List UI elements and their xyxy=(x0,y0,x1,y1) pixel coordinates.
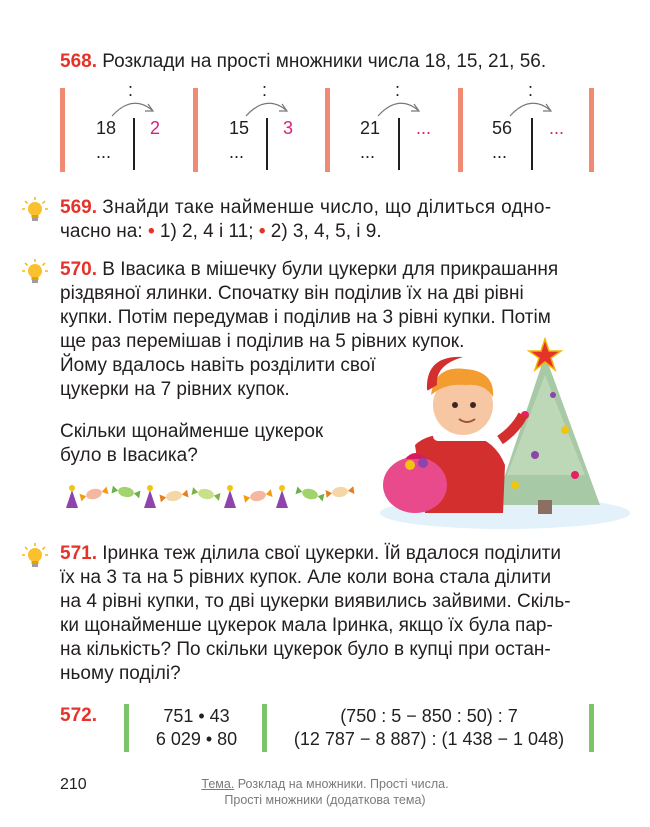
separator-bar xyxy=(325,88,330,172)
bullet-icon: • xyxy=(147,221,155,242)
task-570-line: купки. Потім передумав і поділив на 3 рівні купки. Потім xyxy=(60,307,551,328)
dividend: 18 xyxy=(96,118,117,138)
task-570-question xyxy=(60,420,323,468)
prime-factor: ... xyxy=(549,118,565,138)
task-number: 572. xyxy=(60,705,97,726)
division-colon: : xyxy=(128,80,134,100)
task-571-line: їх на 3 та на 5 рівних купок. Але коли вона стала ділити xyxy=(60,567,552,588)
arrow-icon xyxy=(374,96,424,118)
separator-bar xyxy=(589,88,594,172)
boy-illustration xyxy=(383,357,523,513)
task-571-line: ньому поділі? xyxy=(60,663,181,684)
dividend: 15 xyxy=(229,118,250,138)
division-colon: : xyxy=(528,80,534,100)
task-570-line: різдвяної ялинки. Спочатку він поділив їх на дві рівні xyxy=(60,283,524,304)
task-571 xyxy=(60,542,571,686)
quotient: ... xyxy=(96,142,112,162)
expression-column-1 xyxy=(131,705,262,751)
division-line xyxy=(398,118,400,170)
task-571-line: на кількість? По скільки цукерок було в купці при остан- xyxy=(60,639,551,660)
dividend: 21 xyxy=(360,118,381,138)
arrow-icon xyxy=(506,96,556,118)
question-line: Скільки щонайменше цукерок xyxy=(60,421,324,442)
separator-bar xyxy=(589,704,594,752)
task-569-line1 xyxy=(60,196,600,220)
expression: (12 787 − 8 887) : (1 438 − 1 048) xyxy=(293,729,565,749)
task-569 xyxy=(60,196,600,244)
expression: (750 : 5 − 850 : 50) : 7 xyxy=(340,706,518,726)
division-line xyxy=(266,118,268,170)
prime-factor: 2 xyxy=(150,118,161,138)
separator-bar xyxy=(458,88,463,172)
task-568-heading xyxy=(60,50,546,74)
separator-bar xyxy=(193,88,198,172)
lightbulb-icon xyxy=(22,258,48,288)
task-570-line xyxy=(60,258,558,282)
task-number: 570. xyxy=(60,259,97,280)
task-570-line: ще раз перемішав і поділив на 5 рівних купок. xyxy=(60,331,465,352)
division-line xyxy=(133,118,135,170)
page-number: 210 xyxy=(60,776,87,793)
task-571-line xyxy=(60,542,571,566)
lightbulb-icon xyxy=(22,196,48,226)
separator-bar xyxy=(262,704,267,752)
task-text: Іринка теж ділила свої цукерки. Їй вдалося поділити xyxy=(102,543,561,564)
task-text: В Івасика в мішечку були цукерки для прикрашання xyxy=(102,259,559,280)
task-572-number xyxy=(60,704,97,728)
expression: 6 029 • 80 xyxy=(155,729,238,749)
bullet-icon: • xyxy=(258,221,266,242)
prime-factor: ... xyxy=(416,118,432,138)
candy-decoration-row xyxy=(58,480,358,514)
dividend: 56 xyxy=(492,118,513,138)
division-colon: : xyxy=(395,80,401,100)
task-text: Розклади на прості множники числа 18, 15, 21, 56. xyxy=(102,51,547,72)
topic-line-2: Прості множники (додаткова тема) xyxy=(224,793,426,807)
topic-text: Розклад на множники. Прості числа. xyxy=(234,777,449,791)
expression: 751 • 43 xyxy=(163,706,230,726)
boy-with-christmas-tree-illustration xyxy=(375,335,630,530)
lightbulb-icon xyxy=(22,542,48,572)
task-number: 571. xyxy=(60,543,97,564)
quotient: ... xyxy=(229,142,245,162)
task-570-line: Йому вдалось навіть розділити свої xyxy=(60,355,376,376)
arrow-icon xyxy=(242,96,292,118)
task-text: часно на: xyxy=(60,221,143,242)
division-line xyxy=(531,118,533,170)
separator-bar xyxy=(60,88,65,172)
separator-bar xyxy=(124,704,129,752)
task-number: 569. xyxy=(60,197,97,218)
quotient: ... xyxy=(360,142,376,162)
division-colon: : xyxy=(262,80,268,100)
expression-column-2 xyxy=(269,705,589,751)
topic-label: Тема. xyxy=(201,777,235,791)
arrow-icon xyxy=(108,96,158,118)
task-571-line: на 4 рівні купки, то дві цукерки виявились зайвими. Скіль- xyxy=(60,591,571,612)
task-text: Знайди таке найменше число, що ділиться одно- xyxy=(102,197,552,218)
question-line: було в Івасика? xyxy=(60,445,198,466)
candy-icon xyxy=(66,485,78,508)
task-number: 568. xyxy=(60,51,97,72)
task-571-line: ки щонайменше цукерок мала Іринка, якщо їх була пар- xyxy=(60,615,553,636)
quotient: ... xyxy=(492,142,508,162)
topic-footer xyxy=(175,776,475,808)
task-570-line: цукерки на 7 рівних купок. xyxy=(60,379,290,400)
task-part-2: 2) 3, 4, 5, і 9. xyxy=(270,221,382,242)
prime-factor: 3 xyxy=(283,118,294,138)
task-part-1: 1) 2, 4 і 11; xyxy=(159,221,254,242)
task-569-line2 xyxy=(60,220,600,244)
topic-line-1 xyxy=(175,776,475,792)
